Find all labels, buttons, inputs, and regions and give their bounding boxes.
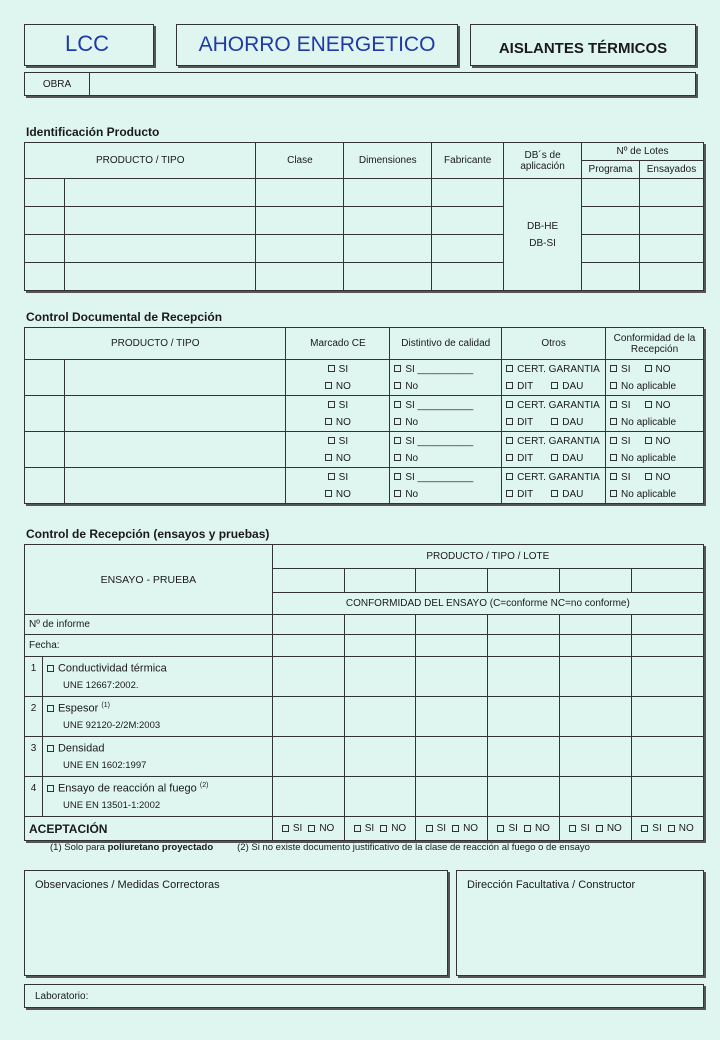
checkbox-icon[interactable]	[641, 825, 648, 832]
checkbox-icon[interactable]	[497, 825, 504, 832]
col-fabricante: Fabricante	[432, 143, 504, 179]
checkbox-icon[interactable]	[47, 785, 54, 792]
doc-cell[interactable]	[64, 360, 286, 396]
id-cell[interactable]	[639, 179, 703, 207]
ensayo-norma: UNE EN 13501-1:2002	[62, 800, 161, 812]
aceptacion-cell[interactable]: SI NO	[416, 817, 488, 841]
id-cell[interactable]	[64, 179, 256, 207]
ensayo-result-cell[interactable]	[488, 697, 560, 737]
checkbox-icon[interactable]	[328, 365, 335, 372]
ensayo-result-cell[interactable]	[416, 737, 488, 777]
id-cell[interactable]	[432, 179, 504, 207]
checkbox-icon[interactable]	[394, 382, 401, 389]
lote-cell[interactable]	[560, 569, 632, 593]
lcc-box	[24, 24, 154, 66]
ensayo-name-cell	[42, 777, 272, 817]
id-cell[interactable]	[344, 207, 432, 235]
otros-options: CERT. GARANTIA DIT DAU	[502, 360, 606, 396]
id-cell[interactable]	[432, 207, 504, 235]
checkbox-icon[interactable]	[325, 382, 332, 389]
db-si: DB-SI	[529, 237, 556, 249]
ensayo-result-cell[interactable]	[416, 657, 488, 697]
col-dbs: DB´s de aplicación	[504, 143, 582, 179]
col-lotes: Nº de Lotes	[582, 143, 704, 161]
ensayo-result-cell[interactable]	[488, 657, 560, 697]
checkbox-icon[interactable]	[325, 490, 332, 497]
ensayo-name: Ensayo de reacción al fuego	[57, 782, 197, 795]
checkbox-icon[interactable]	[394, 437, 401, 444]
id-cell[interactable]	[432, 263, 504, 291]
lote-cell[interactable]	[272, 569, 344, 593]
doc-cell[interactable]	[25, 432, 65, 468]
laboratorio-label: Laboratorio:	[35, 991, 89, 1002]
checkbox-icon[interactable]	[551, 490, 558, 497]
checkbox-icon[interactable]	[354, 825, 361, 832]
ensayo-result-cell[interactable]	[632, 777, 704, 817]
ensayo-name: Espesor	[57, 702, 99, 715]
rec-fecha: Fecha:	[25, 635, 273, 657]
doc-cell[interactable]	[25, 360, 65, 396]
col-dimensiones: Dimensiones	[344, 143, 432, 179]
checkbox-icon[interactable]	[551, 382, 558, 389]
checkbox-icon[interactable]	[506, 365, 513, 372]
laboratorio-box[interactable]	[24, 984, 704, 1008]
ensayo-norma: UNE 92120-2/2M:2003	[62, 720, 161, 732]
doc-col-producto: PRODUCTO / TIPO	[25, 328, 286, 360]
ensayo-result-cell[interactable]	[272, 777, 344, 817]
section-documental-title: Control Documental de Recepción	[26, 310, 223, 324]
category-label: AISLANTES TÉRMICOS	[498, 39, 668, 57]
checkbox-icon[interactable]	[394, 490, 401, 497]
db-he: DB-HE	[527, 220, 559, 232]
category-box	[470, 24, 696, 66]
conformidad-options: SI NO No aplicable	[606, 396, 704, 432]
id-cell[interactable]	[25, 179, 65, 207]
checkbox-icon[interactable]	[506, 401, 513, 408]
checkbox-icon[interactable]	[325, 418, 332, 425]
id-cell[interactable]	[25, 263, 65, 291]
checkbox-icon[interactable]	[394, 473, 401, 480]
doc-cell[interactable]	[25, 468, 65, 504]
observaciones-box[interactable]	[24, 870, 448, 976]
ensayo-name: Densidad	[57, 742, 105, 755]
id-cell[interactable]	[64, 263, 256, 291]
checkbox-icon[interactable]	[524, 825, 531, 832]
lote-cell[interactable]	[632, 569, 704, 593]
checkbox-icon[interactable]	[645, 365, 652, 372]
checkbox-icon[interactable]	[569, 825, 576, 832]
id-cell[interactable]	[639, 263, 703, 291]
id-cell[interactable]	[582, 235, 640, 263]
note-2: (2) Si no existe documento justificativo de la clase de reacción al fuego o de ensayo	[237, 842, 590, 853]
id-cell[interactable]	[64, 207, 256, 235]
ensayo-result-cell[interactable]	[632, 737, 704, 777]
rec-cell[interactable]	[416, 615, 488, 635]
calidad-options: SI __________ No	[390, 396, 502, 432]
documental-table	[24, 327, 704, 504]
ensayo-result-cell[interactable]	[344, 697, 416, 737]
db-cell	[504, 179, 582, 291]
ensayo-name: Conductividad térmica	[57, 662, 167, 675]
aceptacion-label: ACEPTACIÓN	[25, 817, 273, 841]
conformidad-options: SI NO No aplicable	[606, 432, 704, 468]
id-cell[interactable]	[256, 235, 344, 263]
otros-options: CERT. GARANTIA DIT DAU	[502, 432, 606, 468]
id-cell[interactable]	[639, 235, 703, 263]
id-cell[interactable]	[344, 235, 432, 263]
ensayo-result-cell[interactable]	[560, 657, 632, 697]
checkbox-icon[interactable]	[452, 825, 459, 832]
id-cell[interactable]	[582, 179, 640, 207]
aceptacion-cell[interactable]: SI NO	[344, 817, 416, 841]
ensayo-result-cell[interactable]	[560, 777, 632, 817]
note-1-pre: (1) Solo para	[50, 842, 108, 853]
page-title: AHORRO ENERGETICO	[198, 33, 436, 56]
observaciones-label: Observaciones / Medidas Correctoras	[35, 879, 220, 891]
rec-cell[interactable]	[344, 615, 416, 635]
doc-col-conformidad: Conformidad de la Recepción	[606, 328, 704, 360]
identificacion-table	[24, 142, 704, 291]
ensayo-result-cell[interactable]	[344, 657, 416, 697]
id-cell[interactable]	[64, 235, 256, 263]
checkbox-icon[interactable]	[610, 382, 617, 389]
rec-cell[interactable]	[632, 615, 704, 635]
doc-col-otros: Otros	[502, 328, 606, 360]
doc-cell[interactable]	[64, 468, 286, 504]
doc-col-calidad: Distintivo de calidad	[390, 328, 502, 360]
ensayo-result-cell[interactable]	[560, 737, 632, 777]
rec-cell[interactable]	[344, 635, 416, 657]
ensayo-result-cell[interactable]	[416, 697, 488, 737]
obra-field[interactable]	[24, 72, 696, 96]
ensayo-name-cell	[42, 697, 272, 737]
id-cell[interactable]	[639, 207, 703, 235]
rec-informe: Nº de informe	[25, 615, 273, 635]
conformidad-options: SI NO No aplicable	[606, 468, 704, 504]
checkbox-icon[interactable]	[426, 825, 433, 832]
rec-cell[interactable]	[560, 635, 632, 657]
checkbox-icon[interactable]	[325, 454, 332, 461]
checkbox-icon[interactable]	[47, 665, 54, 672]
id-cell[interactable]	[256, 179, 344, 207]
ensayo-num: 1	[25, 657, 43, 697]
col-ensayados: Ensayados	[639, 161, 703, 179]
checkbox-icon[interactable]	[394, 401, 401, 408]
checkbox-icon[interactable]	[308, 825, 315, 832]
obra-label: OBRA	[25, 73, 90, 95]
id-cell[interactable]	[25, 235, 65, 263]
ce-options: SI NO	[286, 468, 390, 504]
checkbox-icon[interactable]	[610, 401, 617, 408]
otros-options: CERT. GARANTIA DIT DAU	[502, 396, 606, 432]
checkbox-icon[interactable]	[596, 825, 603, 832]
doc-cell[interactable]	[64, 396, 286, 432]
checkbox-icon[interactable]	[506, 454, 513, 461]
checkbox-icon[interactable]	[394, 454, 401, 461]
checkbox-icon[interactable]	[328, 437, 335, 444]
doc-col-ce: Marcado CE	[286, 328, 390, 360]
rec-conformidad: CONFORMIDAD DEL ENSAYO (C=conforme NC=no conforme)	[272, 593, 703, 615]
checkbox-icon[interactable]	[551, 418, 558, 425]
calidad-options: SI __________ No	[390, 468, 502, 504]
checkbox-icon[interactable]	[506, 437, 513, 444]
checkbox-icon[interactable]	[645, 437, 652, 444]
title-box	[176, 24, 458, 66]
ensayo-num: 2	[25, 697, 43, 737]
rec-cell[interactable]	[488, 615, 560, 635]
checkbox-icon[interactable]	[394, 365, 401, 372]
rec-cell[interactable]	[560, 615, 632, 635]
lote-cell[interactable]	[344, 569, 416, 593]
checkbox-icon[interactable]	[394, 418, 401, 425]
doc-cell[interactable]	[64, 432, 286, 468]
calidad-options: SI __________ No	[390, 432, 502, 468]
id-cell[interactable]	[582, 263, 640, 291]
ce-options: SI NO	[286, 396, 390, 432]
checkbox-icon[interactable]	[328, 473, 335, 480]
col-producto: PRODUCTO / TIPO	[25, 143, 256, 179]
rec-cell[interactable]	[488, 635, 560, 657]
otros-options: CERT. GARANTIA DIT DAU	[502, 468, 606, 504]
ensayo-result-cell[interactable]	[416, 777, 488, 817]
checkbox-icon[interactable]	[645, 401, 652, 408]
lcc-label: LCC	[65, 31, 110, 56]
ensayo-result-cell[interactable]	[272, 737, 344, 777]
ensayo-result-cell[interactable]	[488, 737, 560, 777]
ensayo-sup: (1)	[101, 701, 110, 709]
checkbox-icon[interactable]	[47, 745, 54, 752]
ensayo-num: 3	[25, 737, 43, 777]
ensayo-result-cell[interactable]	[272, 697, 344, 737]
checkbox-icon[interactable]	[282, 825, 289, 832]
aceptacion-cell[interactable]: SI NO	[560, 817, 632, 841]
aceptacion-cell[interactable]: SI NO	[272, 817, 344, 841]
id-cell[interactable]	[25, 207, 65, 235]
checkbox-icon[interactable]	[610, 418, 617, 425]
checkbox-icon[interactable]	[328, 401, 335, 408]
checkbox-icon[interactable]	[668, 825, 675, 832]
ensayo-num: 4	[25, 777, 43, 817]
section-identificacion-title: Identificación Producto	[26, 125, 160, 139]
checkbox-icon[interactable]	[610, 473, 617, 480]
id-cell[interactable]	[256, 207, 344, 235]
aceptacion-cell[interactable]: SI NO	[632, 817, 704, 841]
lote-cell[interactable]	[416, 569, 488, 593]
rec-cell[interactable]	[272, 615, 344, 635]
id-cell[interactable]	[344, 263, 432, 291]
ce-options: SI NO	[286, 432, 390, 468]
ensayo-name-cell	[42, 657, 272, 697]
checkbox-icon[interactable]	[610, 454, 617, 461]
id-cell[interactable]	[344, 179, 432, 207]
ce-options: SI NO	[286, 360, 390, 396]
rec-cell[interactable]	[632, 635, 704, 657]
checkbox-icon[interactable]	[610, 490, 617, 497]
checkbox-icon[interactable]	[506, 490, 513, 497]
rec-cell[interactable]	[416, 635, 488, 657]
checkbox-icon[interactable]	[380, 825, 387, 832]
checkbox-icon[interactable]	[610, 365, 617, 372]
ensayo-result-cell[interactable]	[632, 657, 704, 697]
id-cell[interactable]	[582, 207, 640, 235]
ensayo-result-cell[interactable]	[344, 737, 416, 777]
calidad-options: SI __________ No	[390, 360, 502, 396]
rec-cell[interactable]	[272, 635, 344, 657]
checkbox-icon[interactable]	[47, 705, 54, 712]
note-1-bold: poliuretano proyectado	[107, 842, 214, 853]
doc-cell[interactable]	[25, 396, 65, 432]
footnotes	[50, 842, 590, 853]
id-cell[interactable]	[256, 263, 344, 291]
rec-col-producto-lote: PRODUCTO / TIPO / LOTE	[272, 545, 703, 569]
checkbox-icon[interactable]	[506, 382, 513, 389]
aceptacion-cell[interactable]: SI NO	[488, 817, 560, 841]
ensayo-norma: UNE 12667:2002.	[62, 680, 139, 692]
ensayo-result-cell[interactable]	[272, 657, 344, 697]
col-programa: Programa	[582, 161, 640, 179]
direccion-label: Dirección Facultativa / Constructor	[467, 879, 636, 891]
lote-cell[interactable]	[488, 569, 560, 593]
checkbox-icon[interactable]	[506, 418, 513, 425]
rec-col-ensayo: ENSAYO - PRUEBA	[25, 545, 273, 615]
ensayo-name-cell	[42, 737, 272, 777]
ensayo-sup: (2)	[199, 781, 209, 789]
checkbox-icon[interactable]	[610, 437, 617, 444]
ensayo-result-cell[interactable]	[560, 697, 632, 737]
ensayo-result-cell[interactable]	[632, 697, 704, 737]
ensayo-result-cell[interactable]	[344, 777, 416, 817]
direccion-box[interactable]	[456, 870, 704, 976]
checkbox-icon[interactable]	[645, 473, 652, 480]
checkbox-icon[interactable]	[506, 473, 513, 480]
recepcion-table	[24, 544, 704, 841]
id-cell[interactable]	[432, 235, 504, 263]
ensayo-norma: UNE EN 1602:1997	[62, 760, 147, 772]
conformidad-options: SI NO No aplicable	[606, 360, 704, 396]
section-recepcion-title: Control de Recepción (ensayos y pruebas)	[26, 527, 270, 541]
ensayo-result-cell[interactable]	[488, 777, 560, 817]
col-clase: Clase	[256, 143, 344, 179]
checkbox-icon[interactable]	[551, 454, 558, 461]
